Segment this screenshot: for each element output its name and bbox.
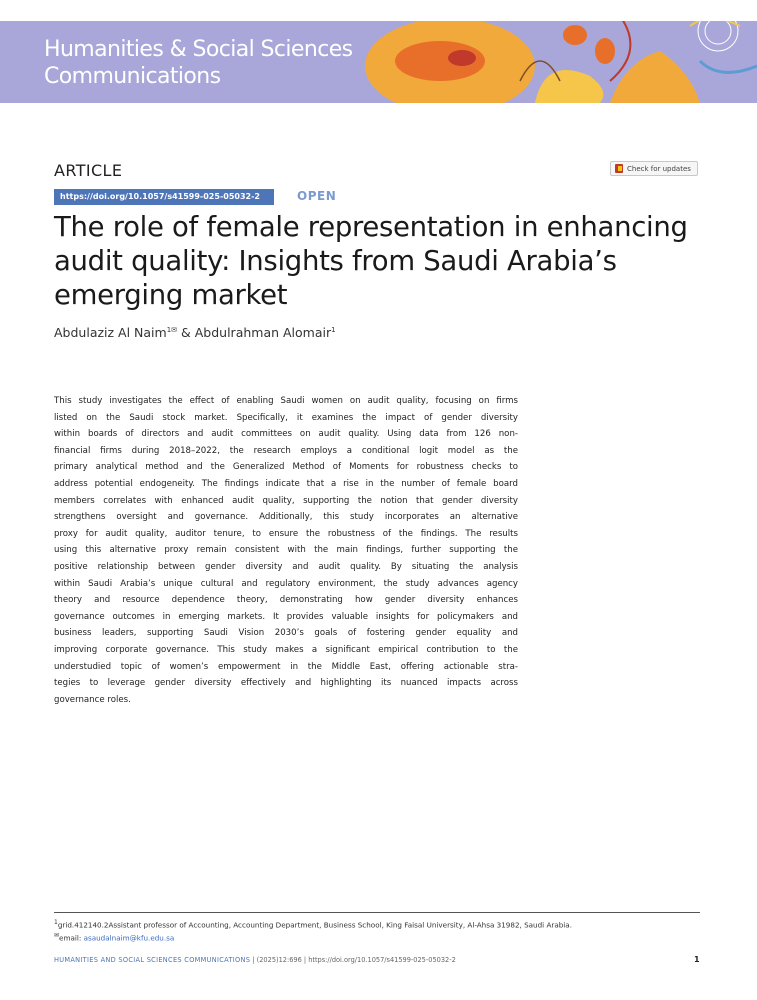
author-affiliation-mark: 1✉: [166, 325, 178, 334]
page-number: 1: [694, 955, 700, 964]
envelope-icon: ✉: [54, 932, 60, 940]
email-link[interactable]: asaudalnaim@kfu.edu.sa: [83, 933, 175, 943]
journal-title-line: Humanities & Social Sciences: [44, 37, 353, 62]
journal-banner: [0, 21, 757, 103]
abstract-line: within Saudi Arabia’s unique cultural and regulatory environment, the study advances agency: [54, 578, 518, 589]
abstract-line: theory and resource dependence theory, demonstrating how gender diversity enhances: [54, 595, 518, 606]
article-title-line: emerging market: [54, 279, 288, 311]
abstract-line: address potential endogeneity. The findings indicate that a rise in the number of female board: [54, 478, 518, 489]
abstract-line: improving corporate governance. This study makes a significant empirical contribution to the: [54, 644, 518, 655]
abstract-line: listed on the Saudi stock market. Specifically, it examines the impact of gender diversity: [54, 412, 518, 423]
abstract-line: business leaders, supporting Saudi Vision 2030’s goals of fostering gender equality and: [54, 628, 518, 639]
abstract-line: positive relationship between gender diversity and audit quality. By situating the analysis: [54, 561, 518, 572]
crossmark-icon: [615, 164, 623, 173]
abstract-line: within boards of directors and audit committees on audit quality. Using data from 126 non-: [54, 429, 518, 440]
abstract-line: understudied topic of women’s empowerment in the Middle East, offering actionable stra-: [54, 661, 518, 672]
article-title-line: The role of female representation in enhancing: [54, 211, 688, 243]
author-name[interactable]: Abdulrahman Alomair: [194, 325, 332, 340]
check-for-updates-label: Check for updates: [627, 164, 691, 173]
article-type-label: ARTICLE: [54, 161, 123, 180]
open-access-label: OPEN: [297, 189, 337, 203]
abstract: [54, 393, 518, 708]
journal-title-line: Communications: [44, 64, 221, 89]
abstract-line: strengthens oversight and governance. Additionally, this study incorporates an alternative: [54, 512, 518, 523]
footer-journal-name: HUMANITIES AND SOCIAL SCIENCES COMMUNICATIONS: [54, 956, 251, 964]
journal-title: [44, 36, 353, 90]
article-title: [54, 210, 714, 312]
doi-link[interactable]: https://doi.org/10.1057/s41599-025-05032-2: [54, 189, 274, 205]
author-list: [54, 325, 336, 340]
affiliation-text: grid.412140.2Assistant professor of Accounting, Accounting Department, Business School, King Faisal University, Al-Ahsa 31982, Saudi Arabia.: [57, 920, 572, 930]
abstract-line: financial firms during 2018–2022, the research employs a conditional logit model as the: [54, 445, 518, 456]
footer-citation: | (2025)12:696 | https://doi.org/10.1057/s41599-025-05032-2: [250, 956, 456, 964]
abstract-line: This study investigates the effect of enabling Saudi women on audit quality, focusing on firms: [54, 396, 518, 406]
affiliation-mark: 1: [54, 919, 58, 926]
footnote-divider: [54, 912, 700, 913]
abstract-line: tegies to leverage gender diversity effectively and highlighting its nuanced impacts across: [54, 678, 518, 689]
author-affiliation-mark: 1: [331, 325, 336, 334]
abstract-line: governance roles.: [54, 694, 131, 705]
author-separator: &: [177, 325, 195, 340]
abstract-line: using this alternative proxy remain consistent with the main findings, further supporting the: [54, 545, 518, 556]
abstract-line: proxy for audit quality, auditor tenure, to ensure the robustness of the findings. The results: [54, 528, 518, 539]
abstract-line: members correlates with enhanced audit quality, supporting the notion that gender diversity: [54, 495, 518, 506]
correspondence-note: [54, 930, 572, 943]
abstract-line: primary analytical method and the Generalized Method of Moments for robustness checks to: [54, 462, 518, 473]
email-label: email:: [59, 933, 84, 943]
article-title-line: audit quality: Insights from Saudi Arabia’s: [54, 245, 617, 277]
footnote: [54, 917, 572, 944]
check-for-updates-button[interactable]: [610, 161, 698, 176]
page-footer: [54, 956, 456, 964]
author-name[interactable]: Abdulaziz Al Naim: [54, 325, 167, 340]
abstract-line: governance outcomes in emerging markets. It provides valuable insights for policymakers and: [54, 611, 518, 622]
affiliation-note: [54, 917, 572, 930]
